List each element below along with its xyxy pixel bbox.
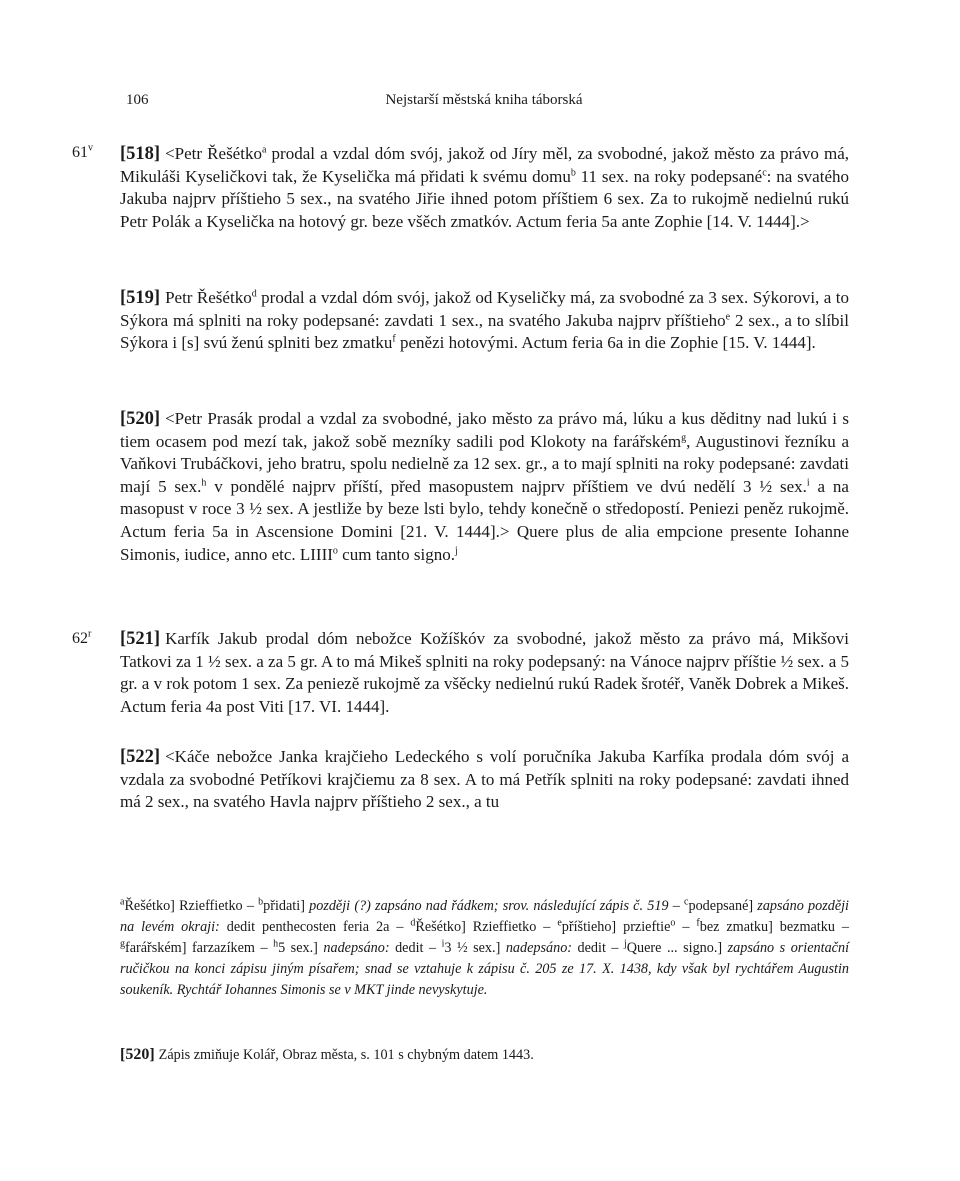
entry-520: [520] <Petr Prasák prodal a vzdal za svobodné, jako město za právo má, lúku a kus děditny nad lukú i s tiem ocasem pod mezí tak, jakož sobě mezníky sadili pod Klokoty na farářském$^g$, Augustinovi řezníku a Vaňkovi Trubáčkovi, jeho bratru, spolu nedielně za 12 sex. gr., a to mají splniti na roky podepsané: zavdati mají 5 sex.$^h$ v pondělé najprv příští, před masopustem najprv příštiem ve dvú nedělí 3 ½ sex.$^i$ a na masopust v roce 3 ½ sex. A jestliže by beze lsti bylo, tehdy konečně o středopostí. Peniezi peněz rukojmě. Actum feria 5a in Ascensione Domini [21. V. 1444].> Quere plus de alia empcione presente Iohanne Simonis, iudice, anno etc. LIIII$^o$ cum tanto signo.$^j$ [120,409,849,564]
entry-number: [520] [120,409,161,429]
entry-number: [519] [120,288,161,308]
entry-518: [518] <Petr Řešétko$^a$ prodal a vzdal dóm svój, jakož od Jíry měl, za svobodné, jakož město za právo má, Mikuláši Kyseličkovi tak, že Kyselička má přidati k svému domu$^b$ 11 sex. na roky podepsané$^c$: na svatého Jakuba najprv příštieho 5 sex., na svatého Jiřie ihned potom příštiem 6 sex. Za to rukojmě nedielnú rukú Petr Polák a Kyselička na hotový gr. beze všěch zmatkóv. Actum feria 5a ante Zophie [14. V. 1444].> [120,144,849,231]
commentary-note-520 [120,1044,849,1066]
running-header [120,92,848,114]
running-title: Nejstarší městská kniha táborská [385,92,583,108]
entry-519: [519] Petr Řešétko$^d$ prodal a vzdal dóm svój, jakož od Kyseličky má, za svobodné za 3 sex. Sýkorovi, a to Sýkora má splniti na roky podepsané: zavdati 1 sex., na svatého Jakuba najprv příštieho$^e$ 2 sex., a to slíbil Sýkora i [s] svú ženú splniti bez zmatku$^f$ penězi hotovými. Actum feria 6a in die Zophie [15. V. 1444]. [120,288,849,353]
note-number: [520] [120,1046,155,1063]
entry-number: [521] [120,629,161,649]
entry-521: [521] Karfík Jakub prodal dóm nebožce Kožíškóv za svobodné, jakož město za právo má, Mikšovi Tatkovi za 1 ½ sex. a za 5 gr. A to má Mikeš splniti na roky podepsaný: na Vánoce najprv příštie ½ sex. a 5 gr. a v rok potom 1 sex. Za peniezě rukojmě za všěcky nedielnú rukú Radek šrotéř, Vaněk Dobrek a Mikeš. Actum feria 4a post Viti [17. VI. 1444]. [120,629,849,716]
footnotes [120,896,849,1001]
page-number: 106 [126,92,149,108]
note-text: Zápis zmiňuje Kolář, Obraz města, s. 101 s chybným datem 1443. [158,1047,534,1063]
entry-number: [518] [120,144,161,164]
entry-522: [522] <Káče nebožce Janka krajčieho Ledeckého s volí poručníka Jakuba Karfíka prodala dóm svój a vzdala za svobodné Petříkovi krajčiemu za 8 sex. A to má Petřík splniti na roky podepsané: zavdati ihned má 2 sex., na svatého Havla najprv příštieho 2 sex., a tu [120,747,849,812]
folio-marker-62r: 62$^r$ [72,628,92,647]
entry-number: [522] [120,747,161,767]
footnote-block: $^a$Řešétko] Rzieffietko – $^b$přidati] později (?) zapsáno nad řádkem; srov. následující zápis č. 519 – $^c$podepsané] zapsáno později na levém okraji: dedit penthecosten feria 2a – $^d$Řešétko] Rzieffietko – $^e$příštieho] przieftie$^o$ – $^f$bez zmatku] bezmatku – $^g$farářském] farzazíkem – $^h$5 sex.] nadepsáno: dedit – $^i$3 ½ sex.] nadepsáno: dedit – $^j$Quere ... signo.] zapsáno s orientační ručičkou na konci zápisu jiným písařem; snad se vztahuje k zápisu č. 205 ze 17. X. 1438, kdy však byl rychtářem Augustin soukeník. Rychtář Iohannes Simonis se v MKT jinde nevyskytuje. [120,896,850,998]
folio-marker-61v: 61$^v$ [72,142,93,161]
